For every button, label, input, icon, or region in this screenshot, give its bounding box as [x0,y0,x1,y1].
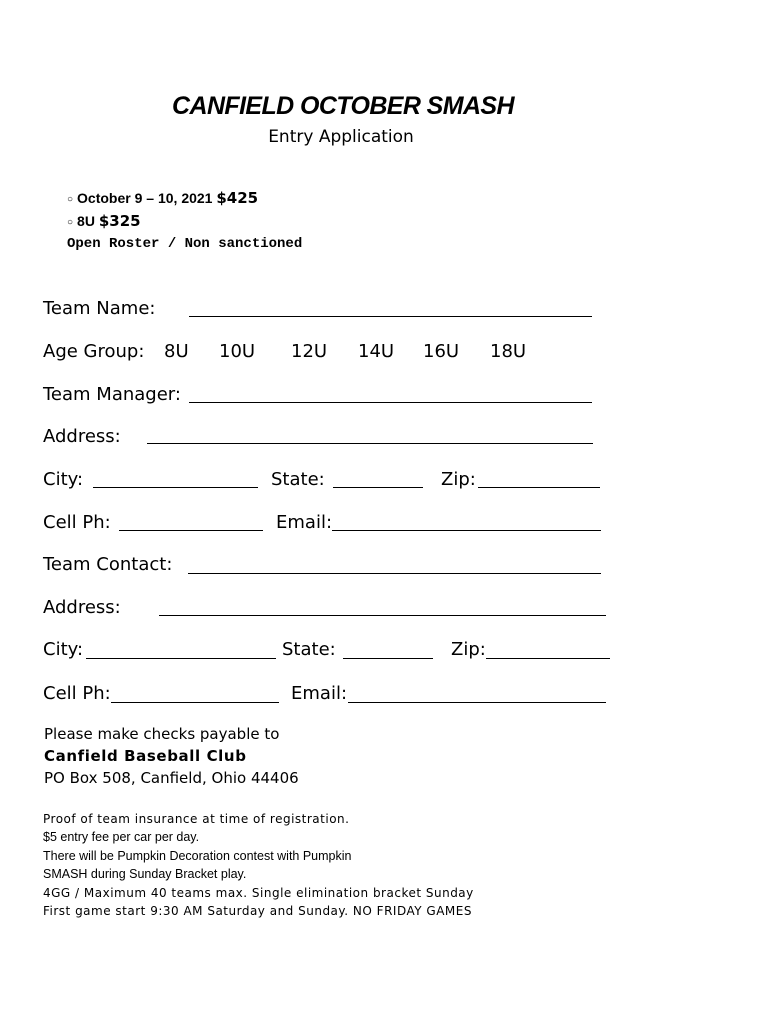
team-name-label: Team Name: [43,298,156,319]
note-pumpkin-smash: SMASH during Sunday Bracket play. [43,867,247,881]
contact-city-label: City: [43,639,84,660]
team-manager-field[interactable] [189,402,592,403]
event-dates-price: $425 [216,189,259,207]
note-pumpkin-contest: There will be Pumpkin Decoration contest with Pumpkin [43,849,352,863]
event-division: 8U [77,213,95,229]
payment-club-name: Canfield Baseball Club [44,747,247,765]
event-division-price: $325 [98,212,141,230]
age-group-option-12u[interactable]: 12U [291,341,328,362]
manager-city-field[interactable] [93,487,258,488]
contact-zip-label: Zip: [451,639,486,660]
contact-city-field[interactable] [86,658,276,659]
manager-email-label: Email: [276,512,333,533]
manager-email-field[interactable] [332,530,601,531]
manager-state-field[interactable] [333,487,423,488]
age-group-option-18u[interactable]: 18U [490,341,527,362]
manager-address-label: Address: [43,426,121,447]
manager-city-label: City: [43,469,84,490]
note-insurance: Proof of team insurance at time of registration. [43,812,350,826]
manager-zip-label: Zip: [441,469,476,490]
age-group-option-10u[interactable]: 10U [219,341,256,362]
page-title: CANFIELD OCTOBER SMASH [172,92,514,120]
payment-instruction: Please make checks payable to [44,725,280,743]
event-dates-line [67,189,258,207]
team-manager-label: Team Manager: [43,384,181,405]
manager-cell-field[interactable] [119,530,263,531]
contact-email-field[interactable] [348,702,606,703]
age-group-option-16u[interactable]: 16U [423,341,460,362]
contact-address-label: Address: [43,597,121,618]
contact-zip-field[interactable] [486,658,610,659]
contact-state-label: State: [282,639,336,660]
page-subtitle: Entry Application [268,127,414,147]
event-dates: October 9 – 10, 2021 [77,190,213,206]
manager-zip-field[interactable] [478,487,600,488]
circle-bullet-icon: ○ [67,217,74,228]
manager-cell-label: Cell Ph: [43,512,111,533]
age-group-option-8u[interactable]: 8U [164,341,189,362]
team-name-field[interactable] [189,316,592,317]
roster-note: Open Roster / Non sanctioned [67,236,303,252]
contact-address-field[interactable] [159,615,606,616]
note-first-game: First game start 9:30 AM Saturday and Sunday. NO FRIDAY GAMES [43,904,472,918]
manager-state-label: State: [271,469,325,490]
team-contact-label: Team Contact: [43,554,173,575]
age-group-option-14u[interactable]: 14U [358,341,395,362]
contact-email-label: Email: [291,683,348,704]
team-contact-field[interactable] [188,573,601,574]
contact-cell-field[interactable] [111,702,279,703]
circle-bullet-icon: ○ [67,194,74,205]
event-division-line [67,212,141,230]
contact-cell-label: Cell Ph: [43,683,111,704]
payment-address: PO Box 508, Canfield, Ohio 44406 [44,769,299,787]
age-group-label: Age Group: [43,341,145,362]
note-max-teams: 4GG / Maximum 40 teams max. Single elimination bracket Sunday [43,886,474,900]
contact-state-field[interactable] [343,658,433,659]
note-entry-fee: $5 entry fee per car per day. [43,830,200,844]
manager-address-field[interactable] [147,443,593,444]
